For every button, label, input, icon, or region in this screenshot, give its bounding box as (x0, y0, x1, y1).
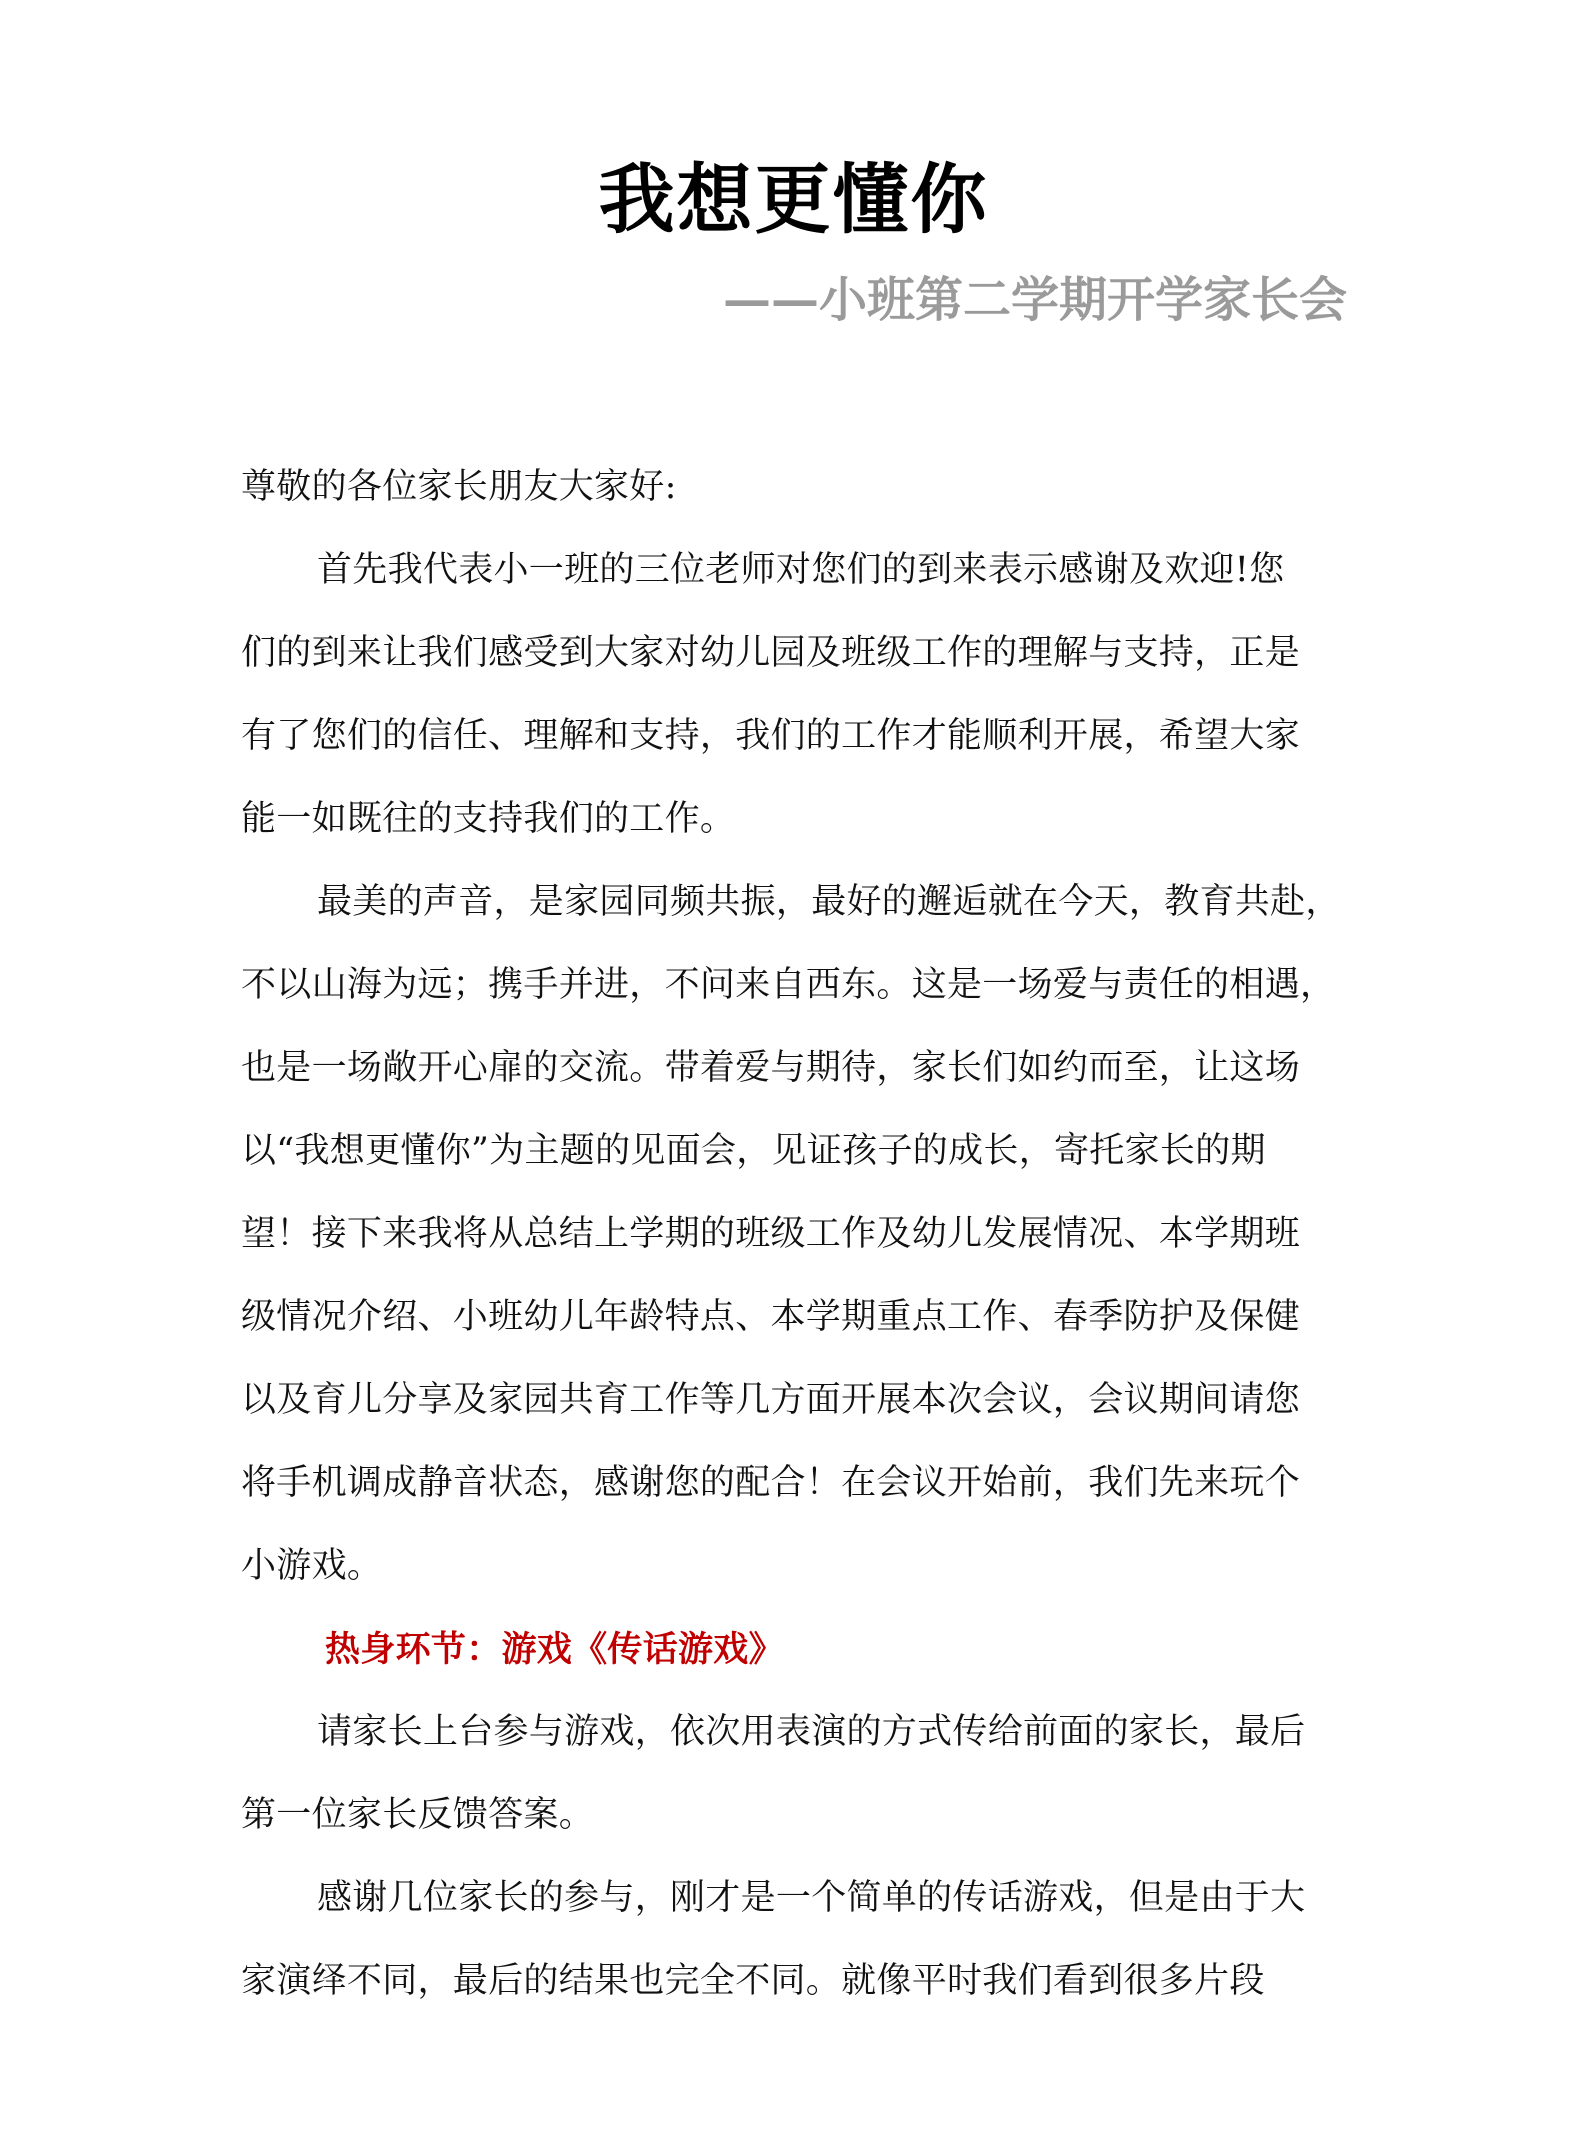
paragraph-line: 也是一场敞开心扉的交流。带着爱与期待，家长们如约而至，让这场 (241, 1048, 1301, 1088)
section-heading-warmup: 热身环节：游戏《传话游戏》 (325, 1629, 784, 1670)
paragraph-line: 望！接下来我将从总结上学期的班级工作及幼儿发展情况、本学期班 (241, 1214, 1301, 1254)
paragraph-line: 第一位家长反馈答案。 (241, 1795, 595, 1835)
document-subtitle: ——小班第二学期开学家长会 (722, 272, 1347, 328)
paragraph-line: 级情况介绍、小班幼儿年龄特点、本学期重点工作、春季防护及保健 (241, 1297, 1301, 1337)
document-body (241, 446, 1351, 2023)
paragraph-line: 以及育儿分享及家园共育工作等几方面开展本次会议，会议期间请您 (241, 1380, 1301, 1420)
paragraph-line: 以“我想更懂你”为主题的见面会，见证孩子的成长，寄托家长的期 (241, 1131, 1266, 1171)
paragraph-line: 感谢几位家长的参与，刚才是一个简单的传话游戏，但是由于大 (317, 1878, 1306, 1918)
paragraph-line: 首先我代表小一班的三位老师对您们的到来表示感谢及欢迎!您 (317, 550, 1285, 590)
paragraph-line: 最美的声音，是家园同频共振，最好的邂逅就在今天，教育共赴， (317, 882, 1341, 922)
paragraph-line: 有了您们的信任、理解和支持，我们的工作才能顺利开展，希望大家 (241, 716, 1301, 756)
paragraph-line: 家演绎不同，最后的结果也完全不同。就像平时我们看到很多片段 (241, 1961, 1265, 2001)
document-title: 我想更懂你 (598, 155, 989, 244)
paragraph-line: 不以山海为远；携手并进，不问来自西东。这是一场爱与责任的相遇， (241, 965, 1336, 1005)
paragraph-line: 请家长上台参与游戏，依次用表演的方式传给前面的家长，最后 (317, 1712, 1306, 1752)
paragraph-line: 小游戏。 (241, 1546, 383, 1586)
paragraph-line: 将手机调成静音状态，感谢您的配合！在会议开始前，我们先来玩个 (241, 1463, 1301, 1503)
paragraph-line: 们的到来让我们感受到大家对幼儿园及班级工作的理解与支持，正是 (241, 633, 1301, 673)
greeting-line: 尊敬的各位家长朋友大家好: (241, 467, 677, 507)
paragraph-line: 能一如既往的支持我们的工作。 (241, 799, 736, 839)
